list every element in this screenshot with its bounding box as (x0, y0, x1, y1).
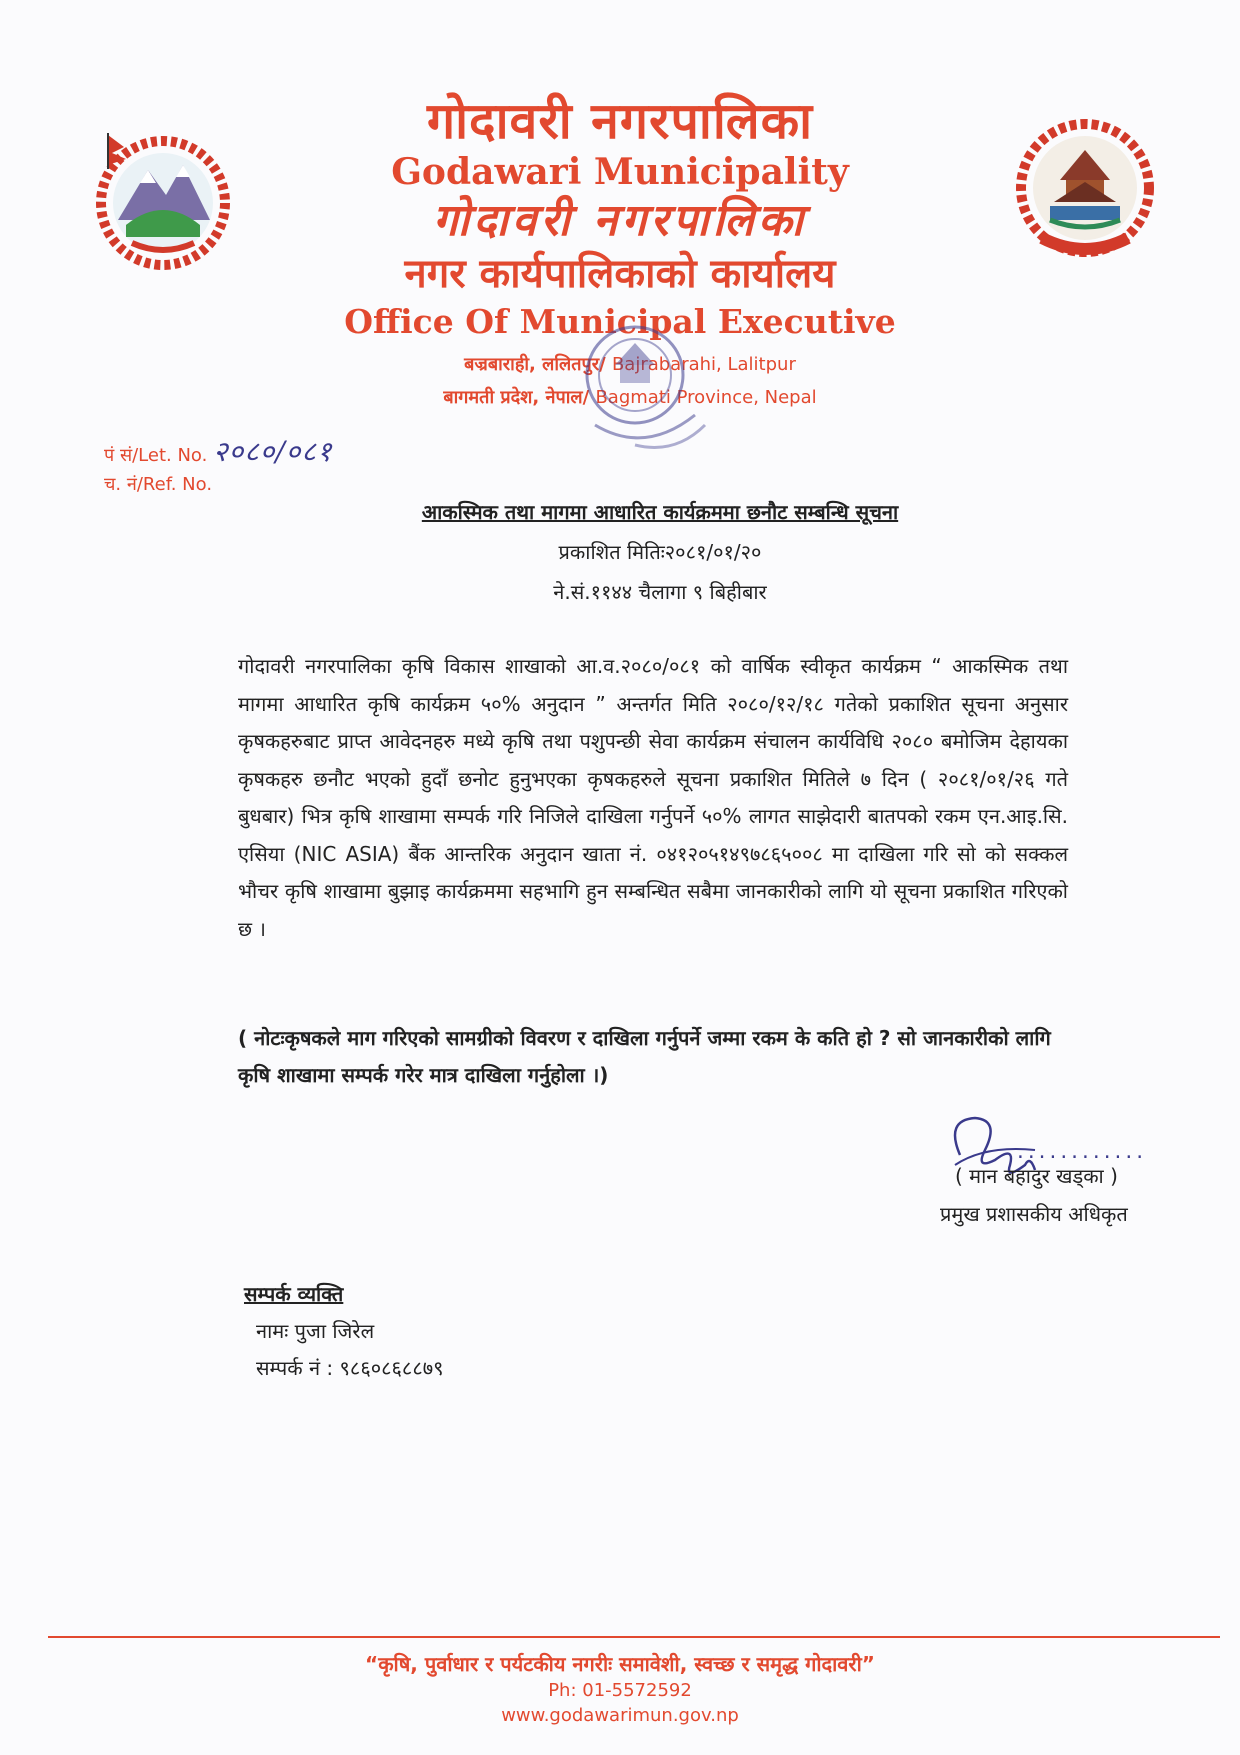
municipality-name-nepali: गोदावरी नगरपालिका (426, 92, 814, 150)
footer-phone: Ph: 01-5572592 (548, 1680, 692, 1701)
notice-note: ( नोटःकृषकले माग गरिएको सामग्रीको विवरण र दाखिला गर्नुपर्ने जम्मा रकम के कति हो ? सो जानकारीको लागि कृषि शाखामा सम्पर्क गरेर मात्र दाखिला गर्नुहोला ।) (238, 1026, 1051, 1087)
address-line-1-nepali: बज्रबाराही, ललितपुर/ (464, 354, 606, 375)
notice-body: गोदावरी नगरपालिका कृषि विकास शाखाको आ.व.२०८०/०८१ को वार्षिक स्वीकृत कार्यक्रम “ आकस्मिक तथा मागमा आधारित कृषि कार्यक्रम ५०% अनुदान ” अन्तर्गत मिति २०८०/१२/१८ गतेको प्रकाशित सूचना अनुसार कृषकहरुबाट प्राप्त आवेदनहरु मध्ये कृषि तथा पशुपन्छी सेवा कार्यक्रम संचालन कार्यविधि २०८० बमोजिम देहायका कृषकहरु छनौट भएको हुदाँ छनोट हुनुभएका कृषकहरुले सूचना प्रकाशित मितिले ७ दिन ( २०८१/०१/२६ गते बुधबार) भित्र कृषि शाखामा सम्पर्क गरि निजिले दाखिला गर्नुपर्ने ५०% लागत साझेदारी बातपको रकम एन.आइ.सि. एसिया (NIC ASIA) बैंक आन्तरिक अनुदान खाता नं. ०४१२०५१४९७८६५००८ मा दाखिला गरि सो को सक्कल भौचर कृषि शाखामा बुझाइ कार्यक्रममा सहभागि हुन सम्बन्धित सबैमा जानकारीको लागि यो सूचना प्रकाशित गरिएको छ । (238, 654, 1068, 941)
office-name-nepali: नगर कार्यपालिकाको कार्यालय (404, 251, 836, 297)
footer-divider (48, 1636, 1220, 1638)
published-date: प्रकाशित मितिः२०८१/०१/२० (558, 540, 762, 564)
nepal-emblem-icon (88, 125, 238, 275)
office-seal-stamp-icon (575, 305, 725, 470)
letter-number (104, 432, 332, 470)
ref-number-label: च. नं/Ref. No. (104, 474, 213, 495)
office-name-english: Office Of Municipal Executive (344, 302, 896, 341)
letter-number-value: २०८०/०८१ (213, 435, 333, 468)
nepal-sambat-date: ने.सं.११४४ चैलागा ९ बिहीबार (553, 580, 767, 604)
address-line-2-english: Bagmati Province, Nepal (595, 387, 817, 408)
address-line-1-english: Bajrabarahi, Lalitpur (611, 354, 796, 375)
footer-slogan: “कृषि, पुर्वाधार र पर्यटकीय नगरीः समावेशी, स्वच्छ र समृद्ध गोदावरी” (365, 1652, 875, 1676)
letter-number-label: पं सं/Let. No. (104, 445, 208, 466)
ref-number (104, 472, 212, 496)
footer-website[interactable]: www.godawarimun.gov.np (501, 1705, 739, 1726)
municipality-logo-icon (1010, 110, 1160, 270)
signature-dots: ............ (1015, 1142, 1146, 1163)
municipality-name-newari: गोदावरी नगरपालिका (432, 195, 808, 246)
notice-title: आकस्मिक तथा मागमा आधारित कार्यक्रममा छनौट सम्बन्धि सूचना (421, 500, 899, 524)
contact-name: नामः पुजा जिरेल (256, 1319, 375, 1343)
municipality-name-english: Godawari Municipality (391, 151, 849, 193)
contact-phone: सम्पर्क नं : ९८६०८६८८७९ (256, 1356, 444, 1380)
contact-heading: सम्पर्क व्यक्ति (244, 1282, 344, 1306)
signatory-name: ( मान बहादुर खड्का ) (955, 1164, 1118, 1188)
address-line-2-nepali: बागमती प्रदेश, नेपाल/ (443, 387, 590, 408)
signatory-title: प्रमुख प्रशासकीय अधिकृत (940, 1202, 1128, 1226)
